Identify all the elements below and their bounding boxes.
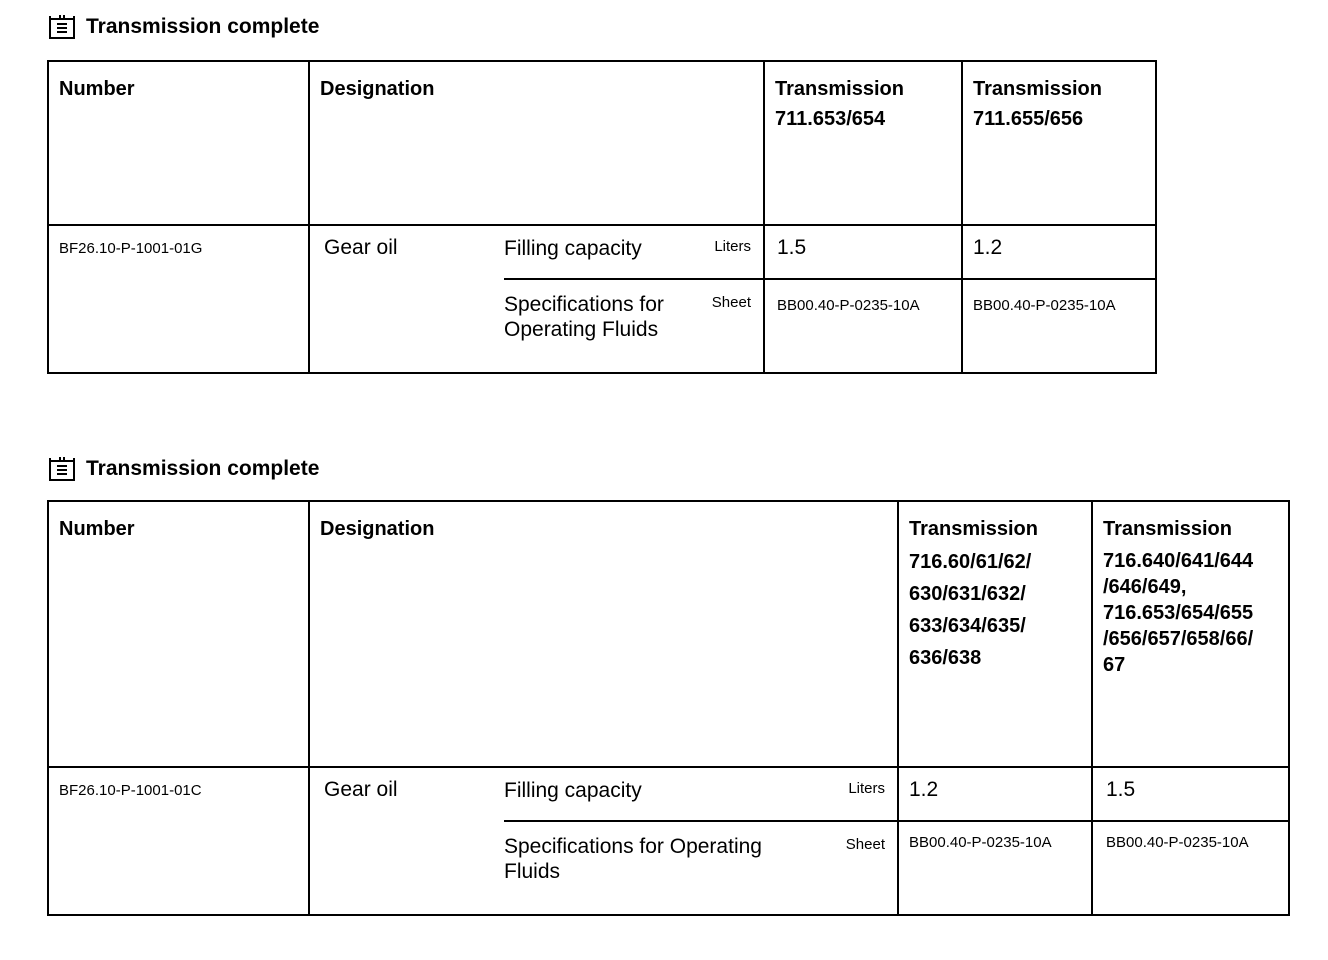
designation-subrows (504, 768, 897, 914)
section-title-text: Transmission complete (86, 15, 320, 38)
filling-capacity-label: Filling capacity (504, 237, 642, 260)
fluid-container-icon (48, 14, 76, 40)
designation-name: Gear oil (324, 236, 398, 259)
model-line: /656/657/658/66/ (1103, 628, 1254, 650)
row-value-col1 (898, 767, 1092, 915)
model-line: 636/638 (909, 647, 982, 669)
filling-capacity-value: 1.2 (909, 778, 939, 801)
subrow-specs (504, 278, 763, 372)
header-col2-models (1103, 548, 1278, 678)
header-transmission-col2 (962, 61, 1156, 225)
row-value-col1 (764, 225, 962, 373)
spec-label-line2: Operating Fluids (504, 318, 659, 341)
subrow-specs (504, 820, 897, 914)
unit-sheet: Sheet (711, 294, 751, 311)
unit-liters: Liters (714, 238, 751, 255)
row-number: BF26.10-P-1001-01G (48, 225, 309, 373)
spec-label-line1: Specifications for (504, 293, 664, 316)
header-col1-models: 711.653/654 (775, 108, 886, 130)
subrow-filling (504, 226, 763, 278)
row-designation (309, 225, 764, 373)
model-line: 633/634/635/ (909, 615, 1026, 637)
header-col2-title: Transmission (973, 78, 1102, 100)
designation-name: Gear oil (324, 778, 398, 801)
row-designation (309, 767, 898, 915)
filling-capacity-label: Filling capacity (504, 779, 642, 802)
header-transmission-col1 (764, 61, 962, 225)
row-number: BF26.10-P-1001-01C (48, 767, 309, 915)
table-row (48, 225, 1156, 373)
section-title (48, 456, 319, 482)
header-transmission-col2 (1092, 501, 1289, 767)
model-line: 716.653/654/655 (1103, 602, 1254, 624)
specifications-label (504, 834, 762, 884)
model-line: 630/631/632/ (909, 583, 1026, 605)
header-designation: Designation (309, 501, 898, 767)
table-row (48, 767, 1289, 915)
unit-liters: Liters (848, 780, 885, 797)
header-col1-title: Transmission (909, 518, 1038, 540)
header-col1-title: Transmission (775, 78, 904, 100)
filling-capacity-value: 1.5 (1106, 778, 1136, 801)
row-value-col2 (962, 225, 1156, 373)
model-line: 716.640/641/644 (1103, 550, 1254, 572)
row-value-col2 (1092, 767, 1289, 915)
spec-sheet-value: BB00.40-P-0235-10A (963, 278, 1155, 372)
spec-sheet-value: BB00.40-P-0235-10A (765, 278, 961, 372)
header-col2-models: 711.655/656 (973, 108, 1084, 130)
subrow-filling (504, 768, 897, 820)
table-header-row (48, 501, 1289, 767)
section-title-text: Transmission complete (86, 457, 320, 480)
spec-label-line2: Fluids (504, 860, 561, 883)
header-col2-title: Transmission (1103, 518, 1232, 540)
header-transmission-col1 (898, 501, 1092, 767)
header-col1-models (909, 546, 1081, 674)
spec-sheet-value: BB00.40-P-0235-10A (899, 820, 1091, 914)
spec-table (47, 60, 1157, 374)
model-line: /646/649, (1103, 576, 1187, 598)
unit-sheet: Sheet (845, 836, 885, 853)
header-number: Number (48, 501, 309, 767)
table-header-row (48, 61, 1156, 225)
spec-label-line1: Specifications for Operating (504, 835, 762, 858)
filling-capacity-value: 1.5 (777, 236, 807, 259)
header-number: Number (48, 61, 309, 225)
header-designation: Designation (309, 61, 764, 225)
designation-subrows (504, 226, 763, 372)
spec-table (47, 500, 1290, 916)
model-line: 716.60/61/62/ (909, 551, 1032, 573)
section-title (48, 14, 319, 40)
specifications-label (504, 292, 664, 342)
model-line: 67 (1103, 654, 1126, 676)
filling-capacity-value: 1.2 (973, 236, 1003, 259)
fluid-container-icon (48, 456, 76, 482)
spec-sheet-value: BB00.40-P-0235-10A (1093, 820, 1288, 914)
